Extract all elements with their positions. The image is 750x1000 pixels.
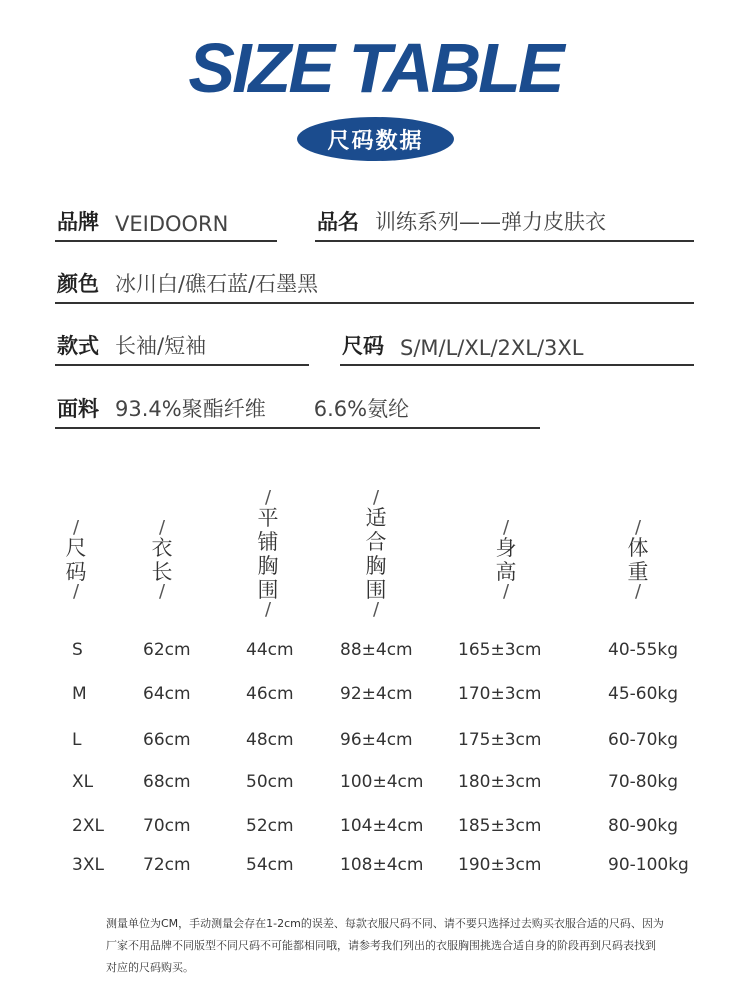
table-cell: 165±3cm	[458, 640, 542, 660]
header-char: 重	[627, 560, 649, 584]
table-cell: 100±4cm	[340, 772, 424, 792]
header-char: 平	[257, 506, 279, 530]
header-char: 身	[495, 536, 517, 560]
header-char: 尺	[65, 536, 87, 560]
table-cell: 90-100kg	[608, 855, 689, 875]
style-label: 款式	[57, 334, 99, 358]
page-title: SIZE TABLE	[188, 29, 562, 107]
brand-field	[55, 202, 277, 242]
header-char: 体	[627, 536, 649, 560]
color-label: 颜色	[57, 272, 99, 296]
table-cell: 60-70kg	[608, 730, 679, 750]
table-cell: 104±4cm	[340, 816, 424, 836]
header-char: 码	[65, 560, 87, 584]
header-slash: /	[634, 517, 642, 538]
header-char: 衣	[151, 536, 173, 560]
header-slash: /	[72, 517, 80, 538]
size-value: S/M/L/XL/2XL/3XL	[400, 336, 584, 360]
table-cell: 180±3cm	[458, 772, 542, 792]
header-slash: /	[264, 599, 272, 620]
table-cell: M	[72, 684, 87, 704]
table-cell: 80-90kg	[608, 816, 679, 836]
column-header	[491, 517, 521, 602]
product-name-field	[315, 202, 694, 242]
table-cell: 70-80kg	[608, 772, 679, 792]
color-value: 冰川白/礁石蓝/石墨黑	[115, 272, 319, 296]
table-cell: L	[72, 730, 82, 750]
table-cell: 70cm	[143, 816, 191, 836]
header-char: 铺	[257, 530, 279, 554]
fabric-label: 面料	[57, 397, 99, 421]
size-label: 尺码	[342, 334, 384, 358]
size-field	[340, 326, 694, 366]
table-cell: 2XL	[72, 816, 104, 836]
brand-value: VEIDOORN	[115, 212, 229, 236]
table-cell: 88±4cm	[340, 640, 413, 660]
table-cell: 92±4cm	[340, 684, 413, 704]
header-char: 胸	[257, 554, 279, 578]
subtitle-badge: 尺码数据	[297, 117, 454, 161]
table-cell: 64cm	[143, 684, 191, 704]
column-header	[253, 487, 283, 620]
product-name-label: 品名	[317, 210, 359, 234]
header-char: 高	[495, 560, 517, 584]
header-char: 胸	[365, 554, 387, 578]
table-cell: 3XL	[72, 855, 104, 875]
header-slash: /	[372, 599, 380, 620]
style-value: 长袖/短袖	[115, 334, 207, 358]
table-cell: 108±4cm	[340, 855, 424, 875]
header-char: 围	[257, 578, 279, 602]
table-cell: 48cm	[246, 730, 294, 750]
header-slash: /	[72, 581, 80, 602]
table-cell: 54cm	[246, 855, 294, 875]
header-slash: /	[634, 581, 642, 602]
header-char: 长	[151, 560, 173, 584]
header-slash: /	[372, 487, 380, 508]
table-cell: 52cm	[246, 816, 294, 836]
table-cell: 72cm	[143, 855, 191, 875]
header-char: 适	[365, 506, 387, 530]
header-slash: /	[158, 517, 166, 538]
table-cell: 185±3cm	[458, 816, 542, 836]
header-slash: /	[264, 487, 272, 508]
table-cell: 175±3cm	[458, 730, 542, 750]
table-cell: S	[72, 640, 83, 660]
table-cell: 190±3cm	[458, 855, 542, 875]
column-header	[361, 487, 391, 620]
header-slash: /	[158, 581, 166, 602]
product-name-value: 训练系列——弹力皮肤衣	[375, 210, 606, 234]
table-cell: 96±4cm	[340, 730, 413, 750]
header-slash: /	[502, 517, 510, 538]
column-header	[61, 517, 91, 602]
table-cell: 68cm	[143, 772, 191, 792]
fabric-value-2: 6.6%氨纶	[313, 397, 410, 421]
column-header	[147, 517, 177, 602]
brand-label: 品牌	[57, 210, 99, 234]
fabric-value-1: 93.4%聚酯纤维	[115, 397, 266, 421]
fabric-field	[55, 389, 540, 429]
table-cell: 44cm	[246, 640, 294, 660]
table-cell: 66cm	[143, 730, 191, 750]
table-cell: 62cm	[143, 640, 191, 660]
table-cell: 40-55kg	[608, 640, 679, 660]
column-header	[623, 517, 653, 602]
header-char: 围	[365, 578, 387, 602]
header-slash: /	[502, 581, 510, 602]
table-cell: 46cm	[246, 684, 294, 704]
table-cell: 170±3cm	[458, 684, 542, 704]
color-field	[55, 264, 694, 304]
table-cell: 45-60kg	[608, 684, 679, 704]
style-field	[55, 326, 309, 366]
table-cell: XL	[72, 772, 94, 792]
table-cell: 50cm	[246, 772, 294, 792]
measurement-note: 测量单位为CM，手动测量会存在1-2cm的误差、每款衣服尺码不同、请不要只选择过去购买衣服合适的尺码、因为厂家不用品牌不同版型不同尺码不可能都相同哦，请参考我们列出的衣服胸围挑选合适自身的阶段再到尺码表找到对应的尺码购买。	[106, 917, 664, 974]
header-char: 合	[365, 530, 387, 554]
